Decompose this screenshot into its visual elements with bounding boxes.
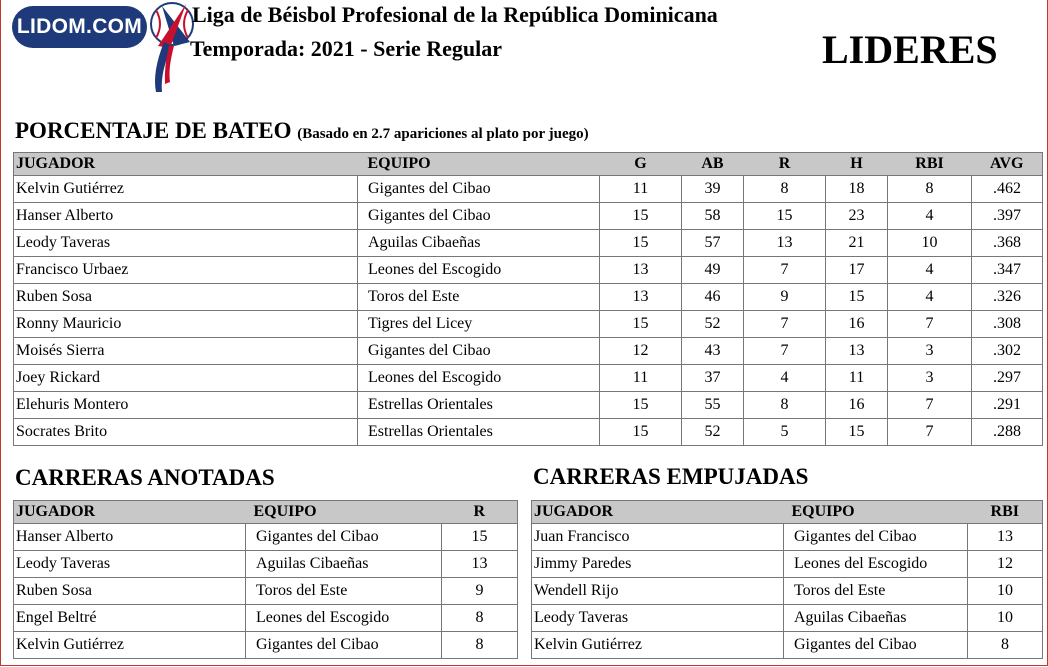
runs: 8 [744,392,826,419]
runs-table [13,500,518,659]
avg: .291 [972,392,1043,419]
player-name[interactable]: Leody Taveras [14,230,358,257]
hits: 18 [826,176,888,203]
col-equipo: EQUIPO [246,501,442,524]
rbi: 8 [888,176,972,203]
team-name: Gigantes del Cibao [358,176,600,203]
runs: 7 [744,338,826,365]
runs: 15 [442,524,518,551]
col-r: R [442,501,518,524]
table-row [14,392,1043,419]
table-row [14,311,1043,338]
games: 12 [600,338,682,365]
player-name[interactable]: Engel Beltré [14,605,246,632]
rbi: 7 [888,392,972,419]
team-name: Leones del Escogido [784,551,968,578]
player-name[interactable]: Leody Taveras [532,605,784,632]
hits: 16 [826,311,888,338]
player-name[interactable]: Wendell Rijo [532,578,784,605]
team-name: Toros del Este [246,578,442,605]
rbi: 4 [888,257,972,284]
rbi-header-row [532,501,1043,524]
hits: 15 [826,284,888,311]
team-name: Aguilas Cibaeñas [784,605,968,632]
team-name: Aguilas Cibaeñas [246,551,442,578]
hits: 17 [826,257,888,284]
table-row [532,551,1043,578]
rbi: 10 [968,578,1043,605]
runs: 8 [744,176,826,203]
avg: .462 [972,176,1043,203]
team-name: Leones del Escogido [246,605,442,632]
runs: 8 [442,605,518,632]
player-name[interactable]: Juan Francisco [532,524,784,551]
team-name: Gigantes del Cibao [784,632,968,659]
team-name: Toros del Este [358,284,600,311]
team-name: Estrellas Orientales [358,419,600,446]
table-row [14,230,1043,257]
rbi: 10 [968,605,1043,632]
player-name[interactable]: Hanser Alberto [14,203,358,230]
col-jugador: JUGADOR [14,501,246,524]
table-row [14,176,1043,203]
hits: 15 [826,419,888,446]
avg: .347 [972,257,1043,284]
league-name: Liga de Béisbol Profesional de la República Dominicana [192,2,718,27]
player-name[interactable]: Kelvin Gutiérrez [532,632,784,659]
rbi-table [531,500,1043,659]
avg: .326 [972,284,1043,311]
table-row [14,257,1043,284]
batting-section-title [15,118,589,144]
table-row [14,419,1043,446]
player-name[interactable]: Hanser Alberto [14,524,246,551]
table-row [532,524,1043,551]
table-row [14,578,518,605]
team-name: Leones del Escogido [358,365,600,392]
at-bats: 52 [682,419,744,446]
avg: .302 [972,338,1043,365]
games: 15 [600,311,682,338]
table-row [532,605,1043,632]
season-label: Temporada: 2021 - Serie Regular [190,36,503,61]
at-bats: 52 [682,311,744,338]
games: 15 [600,203,682,230]
games: 13 [600,284,682,311]
rbi: 10 [888,230,972,257]
col-rbi: RBI [888,153,972,176]
lidom-logo[interactable] [12,2,192,92]
player-name[interactable]: Leody Taveras [14,551,246,578]
rbi: 7 [888,419,972,446]
runs: 13 [744,230,826,257]
hits: 16 [826,392,888,419]
rbi: 12 [968,551,1043,578]
batting-title: PORCENTAJE DE BATEO [15,118,292,143]
col-avg: AVG [972,153,1043,176]
player-name[interactable]: Ruben Sosa [14,284,358,311]
runs: 15 [744,203,826,230]
logo-text: LIDOM.COM [12,6,147,48]
games: 13 [600,257,682,284]
player-name[interactable]: Francisco Urbaez [14,257,358,284]
games: 15 [600,230,682,257]
table-row [14,632,518,659]
at-bats: 37 [682,365,744,392]
player-name[interactable]: Joey Rickard [14,365,358,392]
table-row [14,338,1043,365]
col-g: G [600,153,682,176]
player-name[interactable]: Ronny Mauricio [14,311,358,338]
runs-section-title: CARRERAS ANOTADAS [15,465,275,490]
team-name: Tigres del Licey [358,311,600,338]
hits: 13 [826,338,888,365]
team-name: Gigantes del Cibao [358,203,600,230]
rbi: 4 [888,284,972,311]
col-h: H [826,153,888,176]
runs: 8 [442,632,518,659]
games: 11 [600,365,682,392]
batting-note: (Basado en 2.7 apariciones al plato por juego) [297,126,589,142]
avg: .308 [972,311,1043,338]
at-bats: 57 [682,230,744,257]
runs-header-row [14,501,518,524]
table-row [14,365,1043,392]
table-row [14,284,1043,311]
table-row [14,551,518,578]
runs: 9 [744,284,826,311]
player-name[interactable]: Kelvin Gutiérrez [14,632,246,659]
col-r: R [744,153,826,176]
avg: .397 [972,203,1043,230]
avg: .297 [972,365,1043,392]
runs: 7 [744,257,826,284]
player-name[interactable]: Moisés Sierra [14,338,358,365]
batting-header-row [14,153,1043,176]
player-name[interactable]: Jimmy Paredes [532,551,784,578]
player-name[interactable]: Ruben Sosa [14,578,246,605]
runs: 7 [744,311,826,338]
hits: 11 [826,365,888,392]
rbi: 8 [968,632,1043,659]
page-title: LIDERES [822,27,998,72]
table-row [14,524,518,551]
col-jugador: JUGADOR [14,153,358,176]
runs: 13 [442,551,518,578]
team-name: Estrellas Orientales [358,392,600,419]
col-rbi: RBI [968,501,1043,524]
table-row [14,203,1043,230]
at-bats: 39 [682,176,744,203]
avg: .368 [972,230,1043,257]
table-row [532,578,1043,605]
hits: 21 [826,230,888,257]
hits: 23 [826,203,888,230]
player-name[interactable]: Kelvin Gutiérrez [14,176,358,203]
team-name: Leones del Escogido [358,257,600,284]
games: 15 [600,392,682,419]
team-name: Aguilas Cibaeñas [358,230,600,257]
at-bats: 58 [682,203,744,230]
team-name: Gigantes del Cibao [784,524,968,551]
col-equipo: EQUIPO [358,153,600,176]
rbi: 13 [968,524,1043,551]
games: 11 [600,176,682,203]
batting-table [13,152,1043,446]
at-bats: 43 [682,338,744,365]
table-row [14,605,518,632]
at-bats: 49 [682,257,744,284]
at-bats: 46 [682,284,744,311]
team-name: Gigantes del Cibao [358,338,600,365]
team-name: Gigantes del Cibao [246,524,442,551]
team-name: Gigantes del Cibao [246,632,442,659]
col-equipo: EQUIPO [784,501,968,524]
rbi: 3 [888,365,972,392]
runs: 5 [744,419,826,446]
runs: 4 [744,365,826,392]
at-bats: 55 [682,392,744,419]
player-name[interactable]: Elehuris Montero [14,392,358,419]
runs: 9 [442,578,518,605]
team-name: Toros del Este [784,578,968,605]
col-ab: AB [682,153,744,176]
rbi: 7 [888,311,972,338]
rbi: 3 [888,338,972,365]
table-row [532,632,1043,659]
col-jugador: JUGADOR [532,501,784,524]
games: 15 [600,419,682,446]
avg: .288 [972,419,1043,446]
rbi-section-title: CARRERAS EMPUJADAS [533,464,809,489]
rbi: 4 [888,203,972,230]
player-name[interactable]: Socrates Brito [14,419,358,446]
